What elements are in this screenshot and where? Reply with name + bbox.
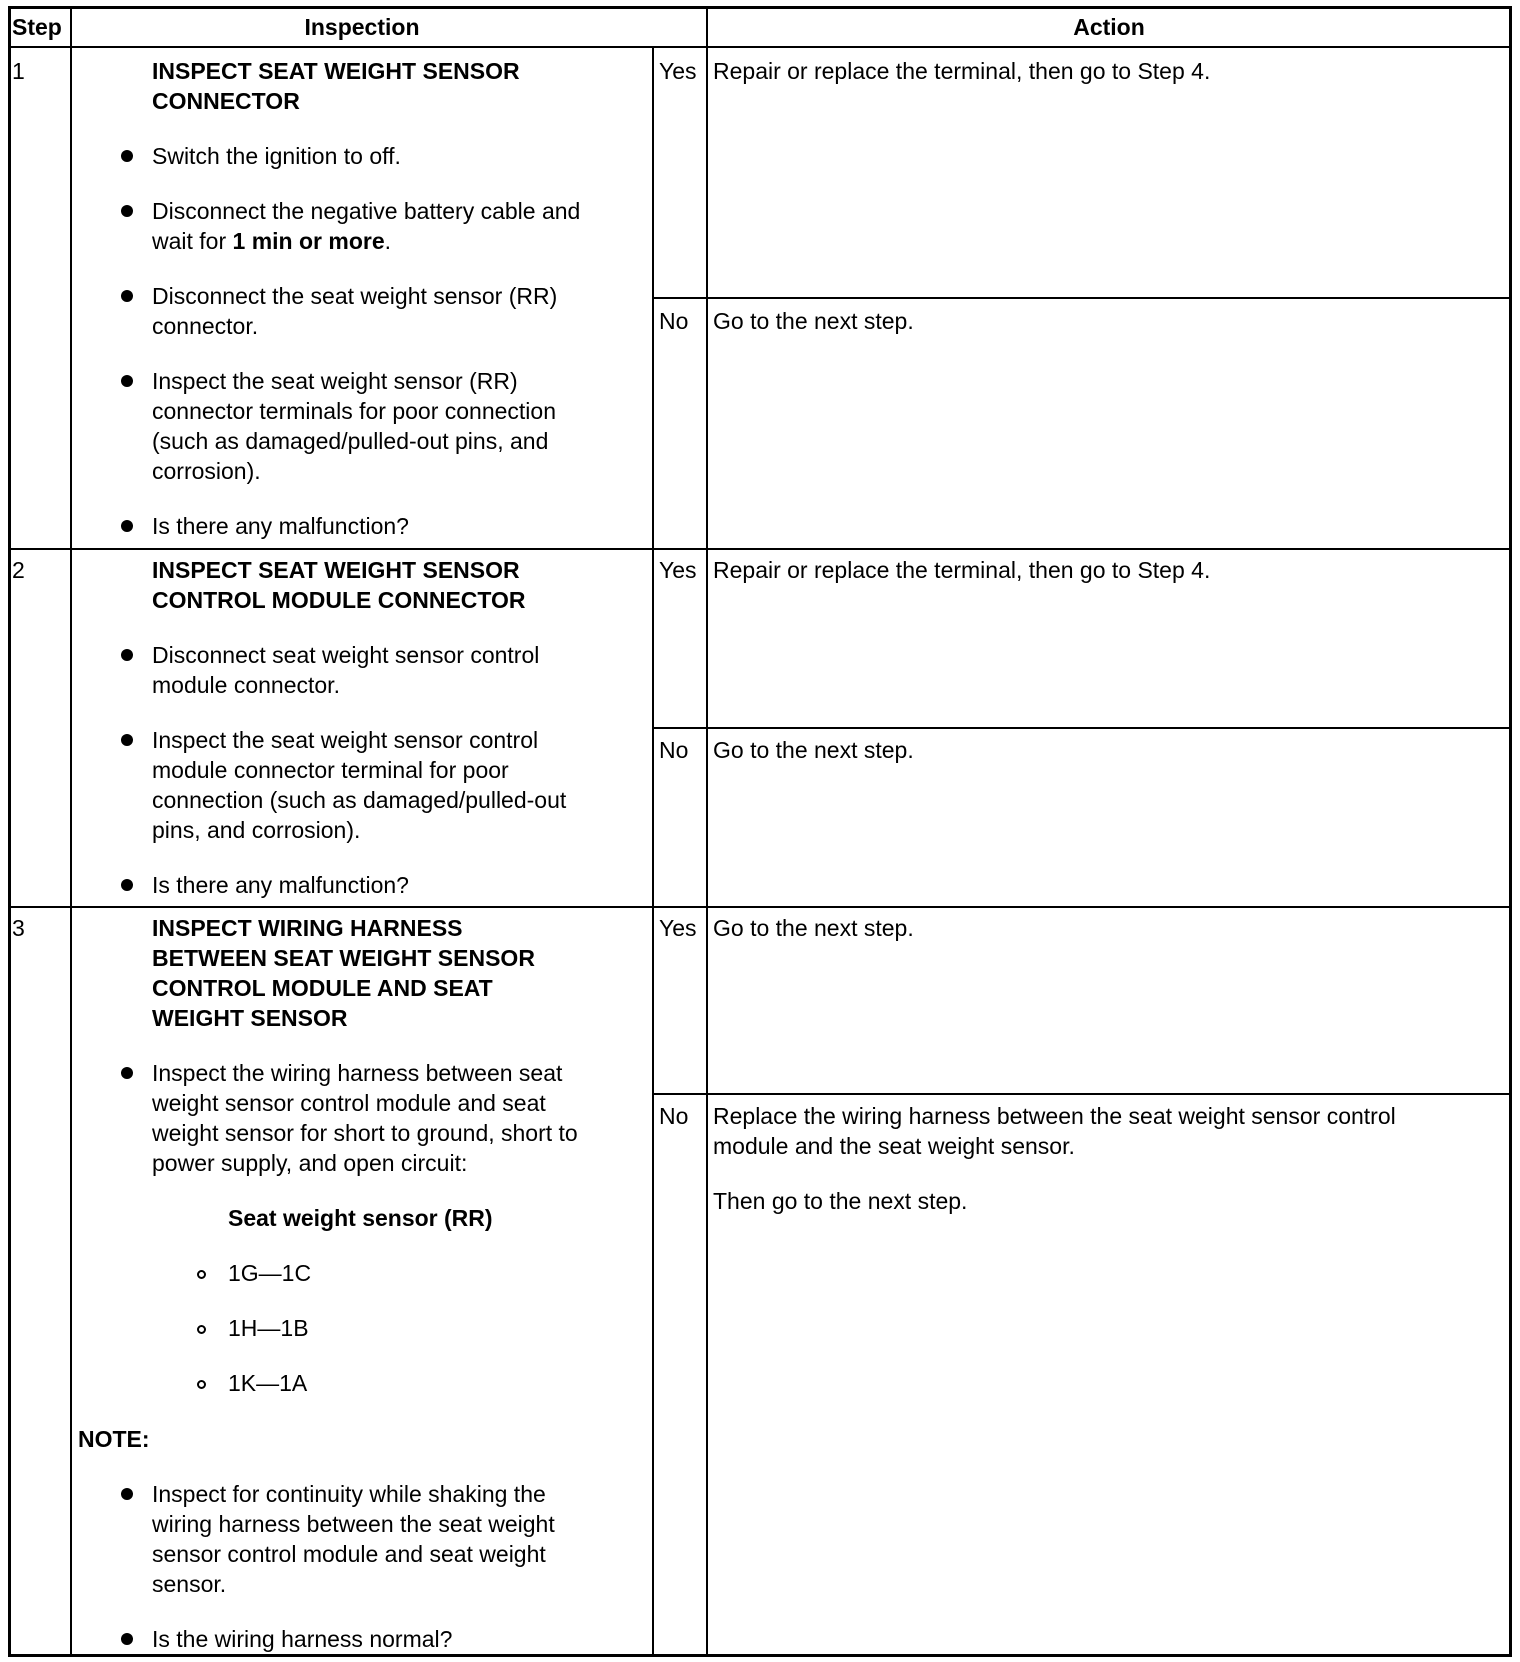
bullet-text: Inspect the wiring harness between seat [152, 1060, 563, 1086]
step-title: WEIGHT SENSOR [152, 1005, 348, 1031]
bullet-text: Switch the ignition to off. [152, 143, 401, 169]
step-number: 1 [12, 58, 25, 84]
bullet-text: Disconnect the negative battery cable and [152, 198, 581, 224]
bullet-text: connector. [152, 313, 259, 339]
bullet-icon [121, 649, 133, 661]
bullet-text: connection (such as damaged/pulled-out [152, 787, 567, 813]
sub-heading: Seat weight sensor (RR) [228, 1205, 493, 1231]
bullet-text: weight sensor control module and seat [152, 1090, 546, 1116]
note-label: NOTE: [78, 1426, 150, 1452]
yes-action: Go to the next step. [713, 915, 914, 941]
inspection-column-divider [652, 46, 654, 1657]
bullet-icon [121, 375, 133, 387]
bullet-text: Disconnect the seat weight sensor (RR) [152, 283, 558, 309]
header-step: Step [12, 14, 62, 40]
bullet-icon [121, 290, 133, 302]
no-label: No [659, 1103, 689, 1129]
yes-label: Yes [659, 915, 697, 941]
yes-action: Repair or replace the terminal, then go to Step 4. [713, 58, 1211, 84]
bullet-text: sensor control module and seat weight [152, 1541, 546, 1567]
step-title: CONTROL MODULE CONNECTOR [152, 587, 526, 613]
no-action: Then go to the next step. [713, 1188, 968, 1214]
sub-bullet-icon [197, 1270, 206, 1279]
step-title: INSPECT WIRING HARNESS [152, 915, 463, 941]
bullet-text: wiring harness between the seat weight [152, 1511, 555, 1537]
bullet-icon [121, 734, 133, 746]
sub-item: 1H—1B [228, 1315, 309, 1341]
bullet-text: corrosion). [152, 458, 261, 484]
bullet-icon [121, 205, 133, 217]
bullet-text: Is there any malfunction? [152, 513, 409, 539]
sub-bullet-icon [197, 1380, 206, 1389]
row-divider-1 [8, 548, 1512, 550]
bullet-text: Inspect the seat weight sensor (RR) [152, 368, 518, 394]
no-label: No [659, 737, 689, 763]
no-action: Replace the wiring harness between the seat weight sensor control [713, 1103, 1396, 1129]
bullet-text: Inspect the seat weight sensor control [152, 727, 539, 753]
yes-no-divider-2 [652, 727, 1512, 729]
bullet-text: connector terminals for poor connection [152, 398, 556, 424]
bullet-text: module connector. [152, 672, 340, 698]
bullet-icon [121, 1067, 133, 1079]
yes-label: Yes [659, 58, 697, 84]
yes-action: Repair or replace the terminal, then go to Step 4. [713, 557, 1211, 583]
bullet-icon [121, 1488, 133, 1500]
no-action: Go to the next step. [713, 737, 914, 763]
sub-item: 1K—1A [228, 1370, 308, 1396]
bullet-icon [121, 879, 133, 891]
header-inspection: Inspection [304, 14, 420, 40]
sub-item: 1G—1C [228, 1260, 312, 1286]
bullet-text: module connector terminal for poor [152, 757, 509, 783]
no-label: No [659, 308, 689, 334]
step-title: INSPECT SEAT WEIGHT SENSOR [152, 557, 520, 583]
step-title: BETWEEN SEAT WEIGHT SENSOR [152, 945, 535, 971]
bullet-text: (such as damaged/pulled-out pins, and [152, 428, 549, 454]
step-column-divider [70, 6, 72, 1657]
bullet-text: weight sensor for short to ground, short to [152, 1120, 578, 1146]
no-action: module and the seat weight sensor. [713, 1133, 1075, 1159]
sub-bullet-icon [197, 1325, 206, 1334]
header-action: Action [1073, 14, 1145, 40]
row-divider-2 [8, 906, 1512, 908]
bullet-text: Inspect for continuity while shaking the [152, 1481, 546, 1507]
bullet-icon [121, 1633, 133, 1645]
step-number: 2 [12, 557, 25, 583]
no-action: Go to the next step. [713, 308, 914, 334]
bullet-icon [121, 150, 133, 162]
answer-column-divider [706, 6, 708, 1657]
bullet-icon [121, 520, 133, 532]
bullet-text: sensor. [152, 1571, 227, 1597]
yes-no-divider-1 [652, 297, 1512, 299]
bullet-text: power supply, and open circuit: [152, 1150, 468, 1176]
yes-no-divider-3 [652, 1093, 1512, 1095]
step-title: INSPECT SEAT WEIGHT SENSOR [152, 58, 520, 84]
bullet-text: pins, and corrosion). [152, 817, 361, 843]
bullet-text: Disconnect seat weight sensor control [152, 642, 540, 668]
yes-label: Yes [659, 557, 697, 583]
header-divider [8, 46, 1512, 48]
bullet-text: Is the wiring harness normal? [152, 1626, 453, 1652]
bullet-text: Is there any malfunction? [152, 872, 409, 898]
step-title: CONTROL MODULE AND SEAT [152, 975, 493, 1001]
step-title: CONNECTOR [152, 88, 300, 114]
step-number: 3 [12, 915, 25, 941]
bullet-text: wait for 1 min or more. [152, 228, 392, 254]
